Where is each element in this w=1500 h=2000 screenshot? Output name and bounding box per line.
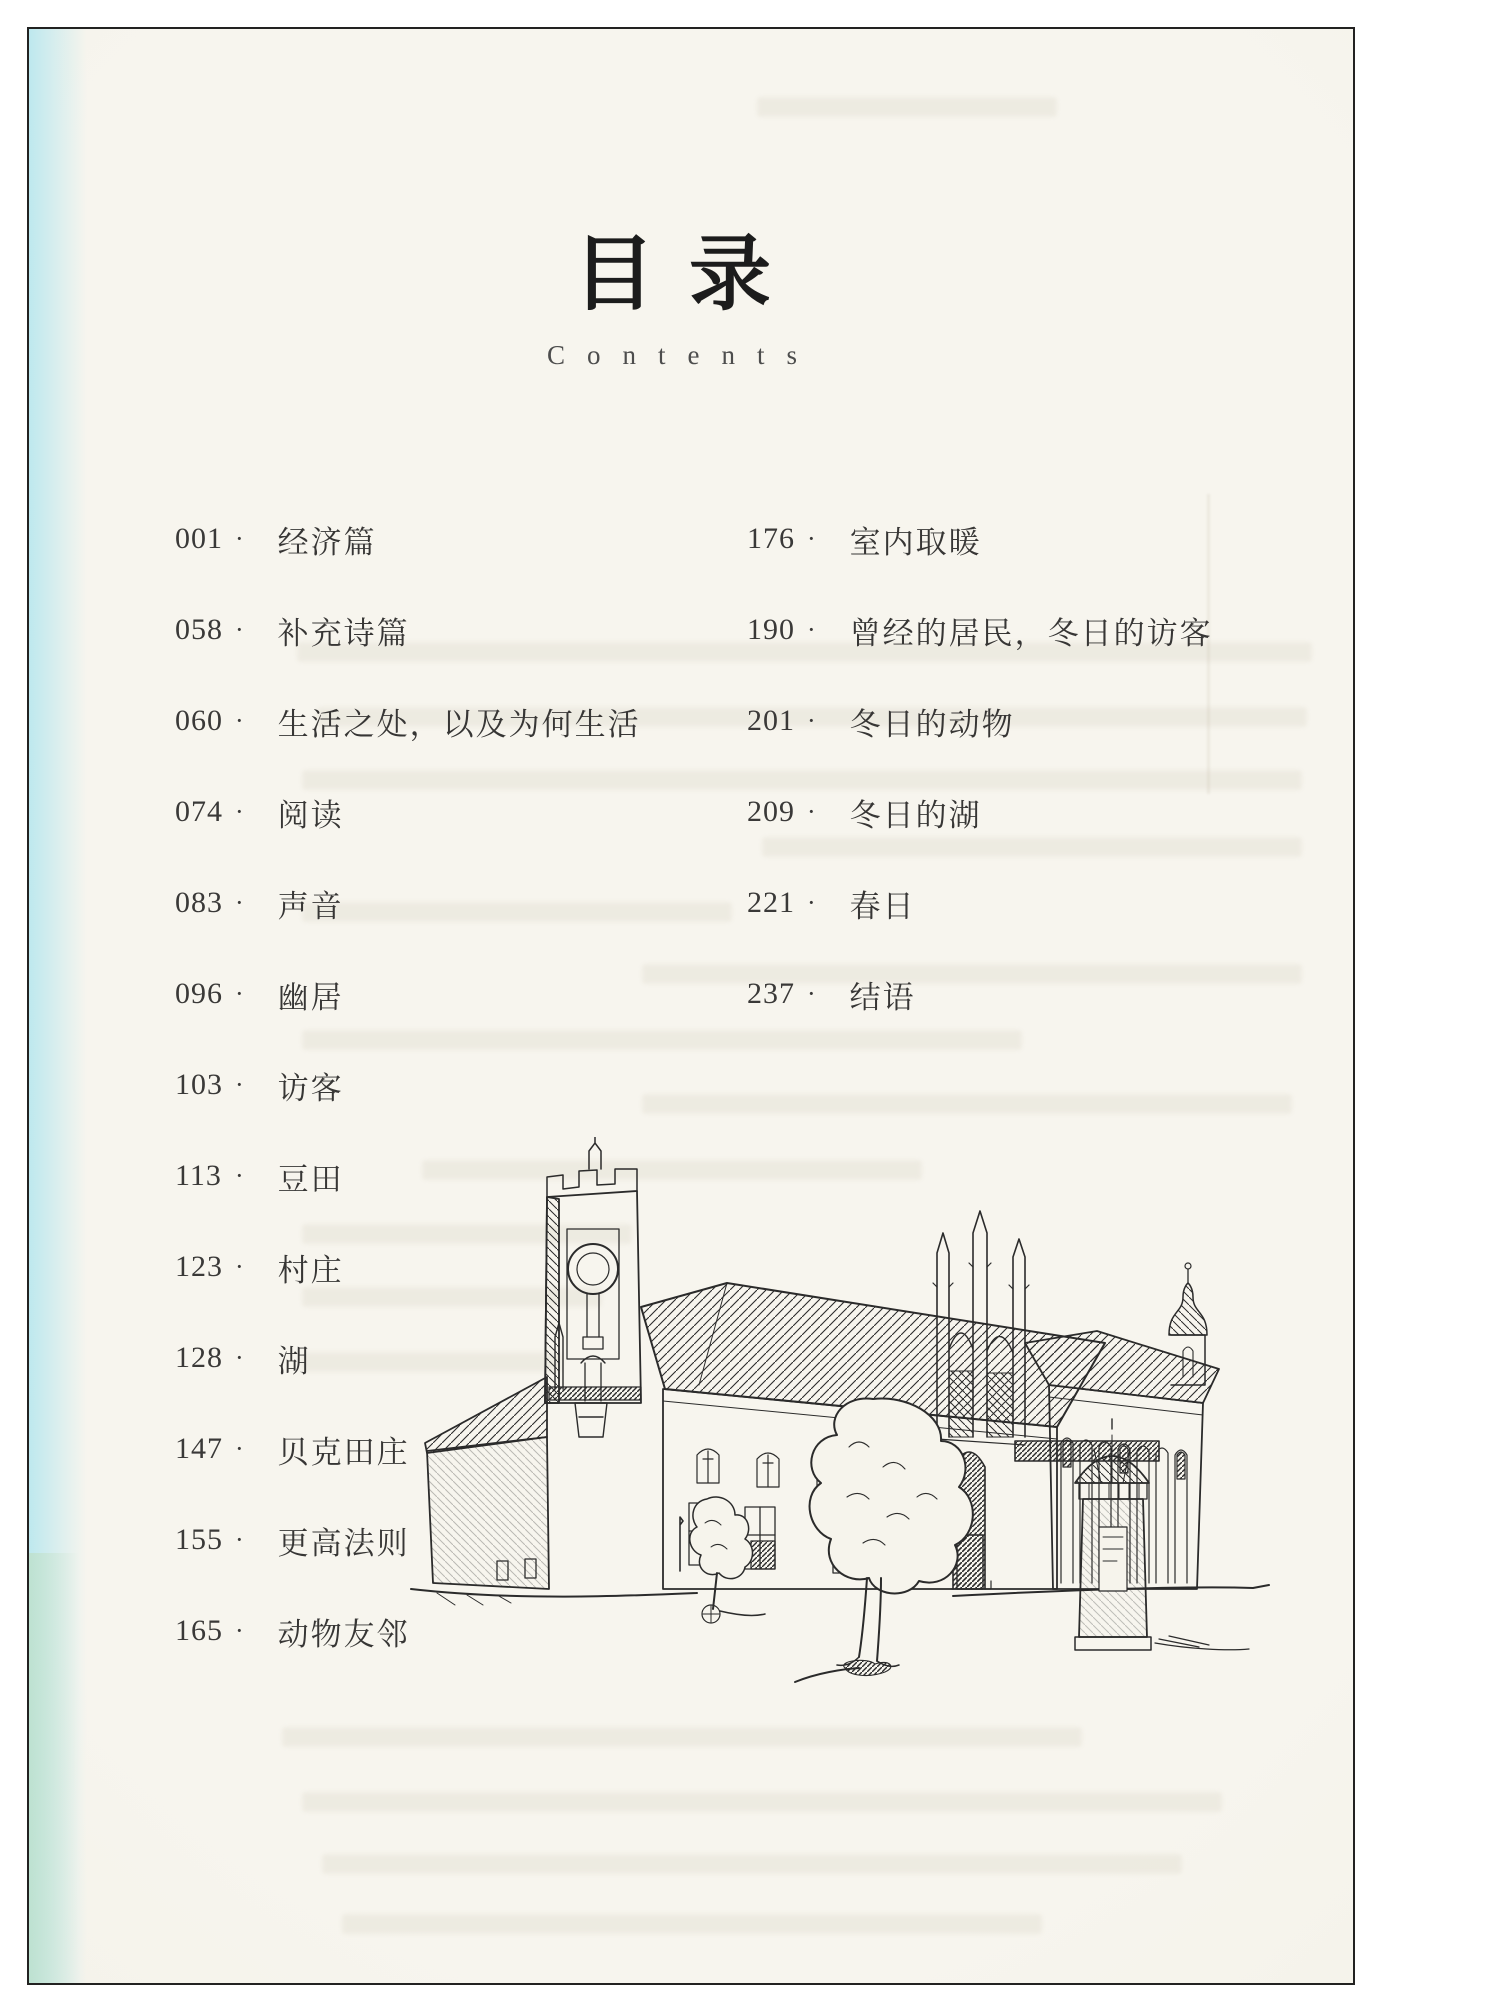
toc-entry-title: 结语 <box>849 979 916 1015</box>
toc-entry <box>747 976 1213 1015</box>
toc-entry <box>175 521 641 560</box>
toc-entry-title: 声音 <box>277 888 344 924</box>
toc-entry-separator: · <box>807 888 818 917</box>
toc-entry-page-number: 201 <box>747 704 795 737</box>
toc-entry <box>175 1613 641 1652</box>
toc-entry-page-number: 155 <box>175 1523 223 1556</box>
page-subtitle: Contents <box>546 340 819 370</box>
toc-entry <box>175 1158 641 1197</box>
toc-entry <box>747 521 1213 560</box>
toc-entry-page-number: 237 <box>747 977 795 1010</box>
toc-entry-title: 室内取暖 <box>849 524 982 560</box>
toc-entry <box>175 794 641 833</box>
bleed-through-artifact <box>322 1854 1182 1874</box>
book-page <box>27 27 1355 1985</box>
lamp-post <box>680 1517 683 1571</box>
toc-entry <box>175 1522 641 1561</box>
toc-entry-separator: · <box>807 979 818 1008</box>
toc-right-column <box>747 521 1213 1067</box>
toc-entry-title: 湖 <box>277 1343 311 1379</box>
large-tree <box>795 1398 973 1682</box>
toc-entry-separator: · <box>235 1525 246 1554</box>
toc-entry-page-number: 001 <box>175 522 223 555</box>
toc-entry-title: 动物友邻 <box>277 1616 410 1652</box>
toc-entry-separator: · <box>235 1616 246 1645</box>
toc-entry-separator: · <box>235 1252 246 1281</box>
toc-entry <box>175 703 641 742</box>
toc-entry-separator: · <box>235 1343 246 1372</box>
toc-entry-separator: · <box>235 979 246 1008</box>
balcony-beam <box>1015 1441 1159 1461</box>
toc-entry-page-number: 221 <box>747 886 795 919</box>
toc-left-column <box>175 521 641 1704</box>
toc-entry <box>175 1067 641 1106</box>
toc-entry-separator: · <box>235 524 246 553</box>
toc-entry-page-number: 113 <box>175 1159 222 1192</box>
column-shadow <box>1155 1636 1249 1650</box>
toc-entry-title: 冬日的湖 <box>849 797 982 833</box>
toc-entry-title: 阅读 <box>277 797 344 833</box>
toc-entry-page-number: 176 <box>747 522 795 555</box>
toc-entry-separator: · <box>235 797 246 826</box>
toc-entry-separator: · <box>807 524 818 553</box>
toc-entry-page-number: 060 <box>175 704 223 737</box>
toc-entry-title: 冬日的动物 <box>849 706 1015 742</box>
toc-entry-page-number: 147 <box>175 1432 223 1465</box>
toc-entry-separator: · <box>235 1434 246 1463</box>
toc-entry <box>175 1340 641 1379</box>
toc-entry <box>747 885 1213 924</box>
toc-entry <box>747 612 1213 651</box>
toc-entry <box>175 976 641 1015</box>
toc-entry <box>175 1249 641 1288</box>
toc-entry-separator: · <box>235 706 246 735</box>
toc-entry-page-number: 165 <box>175 1614 223 1647</box>
toc-entry-separator: · <box>807 797 818 826</box>
bleed-through-artifact <box>642 1094 1292 1114</box>
toc-entry-page-number: 074 <box>175 795 223 828</box>
scan-edge-tint-bottom <box>29 1553 79 1983</box>
bleed-through-artifact <box>282 1727 1082 1747</box>
toc-entry-title: 曾经的居民，冬日的访客 <box>849 615 1213 651</box>
toc-entry-page-number: 128 <box>175 1341 223 1374</box>
toc-entry-title: 生活之处，以及为何生活 <box>277 706 641 742</box>
toc-entry-page-number: 096 <box>175 977 223 1010</box>
toc-entry-title: 贝克田庄 <box>277 1434 410 1470</box>
toc-entry-title: 经济篇 <box>277 524 377 560</box>
toc-entry-page-number: 190 <box>747 613 795 646</box>
bleed-through-artifact <box>342 1914 1042 1934</box>
toc-entry <box>175 612 641 651</box>
toc-entry-page-number: 083 <box>175 886 223 919</box>
toc-entry <box>747 703 1213 742</box>
toc-entry-separator: · <box>807 615 818 644</box>
toc-entry-title: 访客 <box>277 1070 344 1106</box>
toc-entry-page-number: 123 <box>175 1250 223 1283</box>
toc-entry <box>175 885 641 924</box>
toc-entry <box>175 1431 641 1470</box>
title-block <box>29 229 1315 370</box>
toc-entry-separator: · <box>235 888 246 917</box>
toc-entry-page-number: 103 <box>175 1068 223 1101</box>
bleed-through-artifact <box>757 97 1057 117</box>
toc-entry-separator: · <box>807 706 818 735</box>
toc-entry-title: 幽居 <box>277 979 344 1015</box>
toc-entry <box>747 794 1213 833</box>
page-title: 目录 <box>572 229 805 320</box>
toc-entry-page-number: 209 <box>747 795 795 828</box>
toc-entry-separator: · <box>235 1161 246 1190</box>
toc-entry-page-number: 058 <box>175 613 223 646</box>
toc-entry-title: 村庄 <box>277 1252 344 1288</box>
bleed-through-artifact <box>302 1792 1222 1812</box>
toc-entry-title: 豆田 <box>277 1161 344 1197</box>
toc-entry-separator: · <box>235 1070 246 1099</box>
toc-entry-title: 补充诗篇 <box>277 615 410 651</box>
toc-entry-title: 更高法则 <box>277 1525 410 1561</box>
tree-shadow <box>844 1660 891 1675</box>
toc-entry-title: 春日 <box>849 888 916 924</box>
toc-entry-separator: · <box>235 615 246 644</box>
